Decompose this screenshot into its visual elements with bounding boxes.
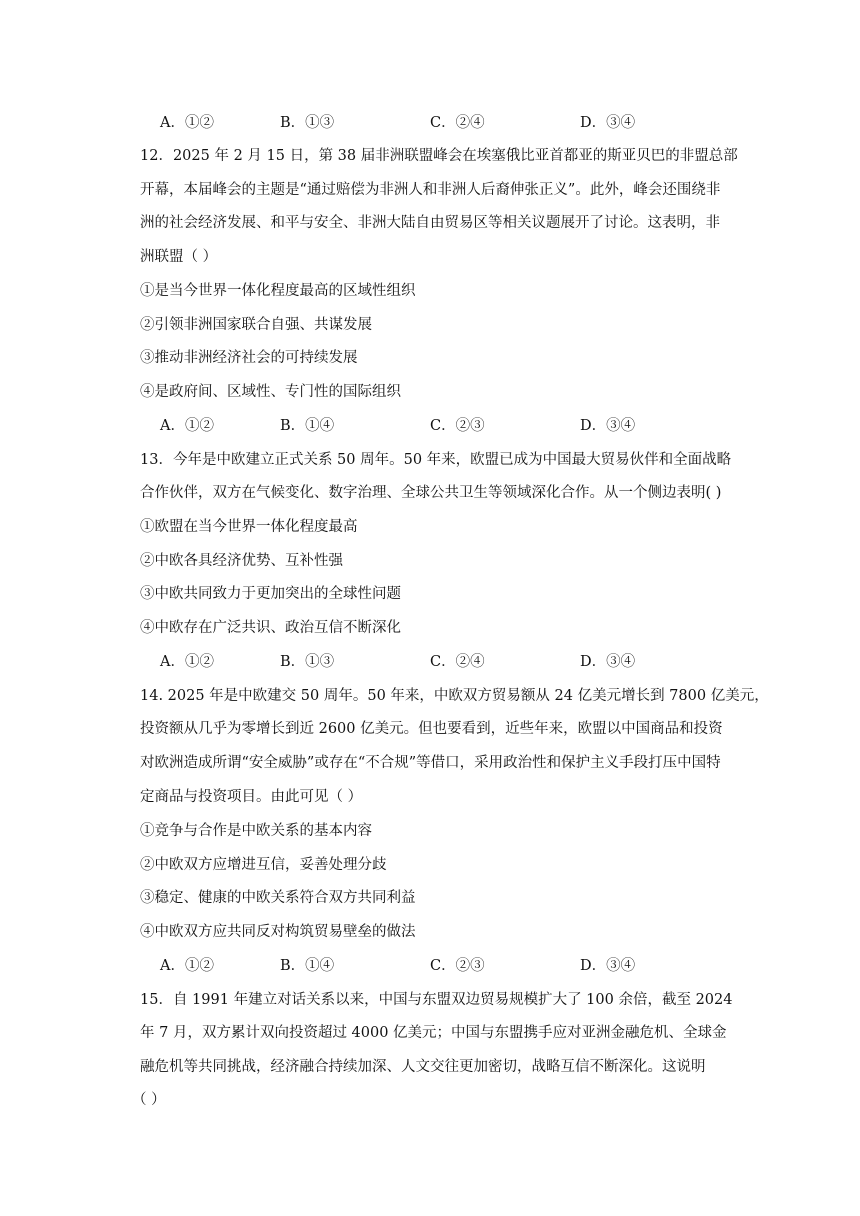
q11-option-c[interactable]: C．②④ [430,115,485,131]
q14-item-3: ③稳定、健康的中欧关系符合双方共同利益 [140,890,416,906]
q14-item-1: ①竞争与合作是中欧关系的基本内容 [140,823,372,839]
q13-option-d[interactable]: D．③④ [580,654,636,670]
q13-option-a[interactable]: A．①② [160,654,214,670]
q11-option-d[interactable]: D．③④ [580,115,636,131]
q15-answer-bracket: （ ） [132,1092,166,1108]
q14-option-b[interactable]: B．①④ [280,958,335,974]
q15-stem-line: 15．自 1991 年建立对话关系以来，中国与东盟双边贸易规模扩大了 100 余倍，截至 2024 [140,992,733,1008]
q12-stem-line: 12．2025 年 2 月 15 日，第 38 届非洲联盟峰会在埃塞俄比亚首都亚的斯亚贝巴的非盟总部 [140,148,738,164]
q13-item-4: ④中欧存在广泛共识、政治互信不断深化 [140,620,401,636]
q12-stem-line: 洲的社会经济发展、和平与安全、非洲大陆自由贸易区等相关议题展开了讨论。这表明，非 [140,215,720,231]
q15-stem-line: 融危机等共同挑战，经济融合持续加深、人文交往更加密切，战略互信不断深化。这说明 [140,1059,706,1075]
q14-item-4: ④中欧双方应共同反对构筑贸易壁垒的做法 [140,924,416,940]
q11-option-a[interactable]: A．①② [160,115,214,131]
q12-option-d[interactable]: D．③④ [580,418,636,434]
q14-item-2: ②中欧双方应增进互信，妥善处理分歧 [140,857,387,873]
q14-stem-line: 14. 2025 年是中欧建交 50 周年。50 年来，中欧双方贸易额从 24 亿美元增长到 7800 亿美元， [140,688,769,704]
q13-item-3: ③中欧共同致力于更加突出的全球性问题 [140,586,401,602]
q13-option-c[interactable]: C．②④ [430,654,485,670]
q12-item-3: ③推动非洲经济社会的可持续发展 [140,350,358,366]
q12-item-1: ①是当今世界一体化程度最高的区域性组织 [140,283,416,299]
q14-option-d[interactable]: D．③④ [580,958,636,974]
q12-item-4: ④是政府间、区域性、专门性的国际组织 [140,384,401,400]
q12-option-a[interactable]: A．①② [160,418,214,434]
q12-option-b[interactable]: B．①④ [280,418,335,434]
q13-item-1: ①欧盟在当今世界一体化程度最高 [140,519,358,535]
q15-stem-line: 年 7 月，双方累计双向投资超过 4000 亿美元；中国与东盟携手应对亚洲金融危机、全球金 [140,1025,727,1041]
q14-stem-line: 定商品与投资项目。由此可见（ ） [140,789,363,805]
q13-option-b[interactable]: B．①③ [280,654,335,670]
q12-option-c[interactable]: C．②③ [430,418,485,434]
q13-stem-line: 合作伙伴，双方在气候变化、数字治理、全球公共卫生等领域深化合作。从一个侧边表明( ) [140,485,722,501]
q14-stem-line: 投资额从几乎为零增长到近 2600 亿美元。但也要看到，近些年来，欧盟以中国商品和投资 [140,721,723,737]
q11-option-b[interactable]: B．①③ [280,115,335,131]
q14-stem-line: 对欧洲造成所谓“安全威胁”或存在“不合规”等借口，采用政治性和保护主义手段打压中国特 [140,755,721,771]
q12-stem-line: 开幕，本届峰会的主题是“通过赔偿为非洲人和非洲人后裔伸张正义”。此外，峰会还围绕非 [140,182,721,198]
q13-item-2: ②中欧各具经济优势、互补性强 [140,553,343,569]
q13-stem-line: 13．今年是中欧建立正式关系 50 周年。50 年来，欧盟已成为中国最大贸易伙伴和全面战略 [140,452,732,468]
q12-stem-line: 洲联盟（ ） [140,249,218,265]
q12-item-2: ②引领非洲国家联合自强、共谋发展 [140,317,372,333]
q14-option-c[interactable]: C．②③ [430,958,485,974]
q14-option-a[interactable]: A．①② [160,958,214,974]
